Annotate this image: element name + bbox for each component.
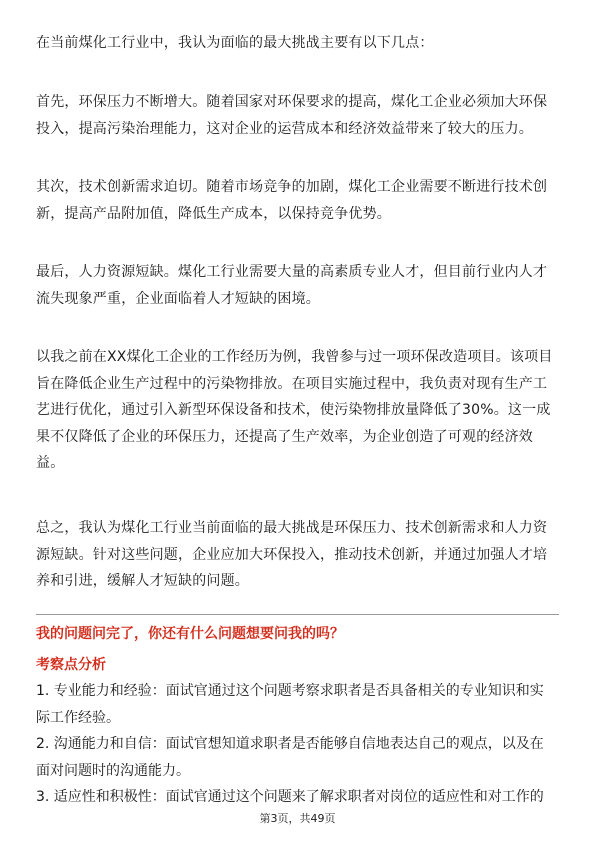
paragraph-third-challenge: [36, 259, 562, 312]
text-line: 首先，环保压力不断增大。随着国家对环保要求的提高，煤化工企业必须加大环保: [36, 94, 548, 110]
text-line: 投入，提高污染治理能力，这对企业的运营成本和经济效益带来了较大的压力。: [36, 120, 533, 137]
paragraph-intro: [36, 30, 562, 57]
text-line: 养和引进，缓解人才短缺的问题。: [36, 573, 249, 589]
text-line: 源短缺。针对这些问题，企业应加大环保投入，推动技术创新，并通过加强人才培: [36, 546, 548, 563]
list-item: 3. 适应性和积极性：面试官通过这个问题来了解求职者对岗位的适应性和对工作的: [36, 789, 544, 805]
text-line: 旨在降低企业生产过程中的污染物排放。在项目实施过程中，我负责对现有生产工: [36, 375, 548, 392]
paragraph-second-challenge: [36, 174, 562, 227]
list-item: 2. 沟通能力和自信：面试官想知道求职者是否能够自信地表达自己的观点，以及在: [36, 736, 544, 752]
text-line: 在当前煤化工行业中，我认为面临的最大挑战主要有以下几点：: [36, 35, 434, 51]
text-line: 其次，技术创新需求迫切。随着市场竞争的加剧，煤化工企业需要不断进行技术创: [36, 179, 548, 195]
closing-question: 我的问题问完了，你还有什么问题想要问我的吗？: [36, 626, 344, 642]
list-item: 面对问题时的沟通能力。: [36, 762, 190, 779]
text-line: 总之，我认为煤化工行业当前面临的最大挑战是环保压力、技术创新需求和人力资: [36, 520, 548, 536]
text-line: 以我之前在XX煤化工企业的工作经历为例，我曾参与过一项环保改造项目。该项目: [36, 349, 553, 365]
paragraph-first-challenge: [36, 89, 562, 142]
text-line: 新，提高产品附加值，降低生产成本，以保持竞争优势。: [36, 205, 391, 222]
text-line: 果不仅降低了企业的环保压力，还提高了生产效率，为企业创造了可观的经济效: [36, 428, 533, 445]
text-line: 最后，人力资源短缺。煤化工行业需要大量的高素质专业人才，但目前行业内人才: [36, 264, 548, 280]
paragraph-summary: [36, 515, 562, 595]
list-item: 际工作经验。: [36, 709, 120, 726]
list-item: 1. 专业能力和经验：面试官通过这个问题考察求职者是否具备相关的专业知识和实: [36, 683, 544, 699]
analysis-points: [36, 678, 562, 811]
text-line: 流失现象严重，企业面临着人才短缺的困境。: [36, 290, 320, 307]
paragraph-experience: [36, 344, 562, 477]
text-line: 艺进行优化，通过引入新型环保设备和技术，使污染物排放量降低了30%。这一成: [36, 402, 551, 418]
analysis-heading: 考察点分析: [36, 657, 106, 673]
section-divider: [36, 614, 559, 615]
page-number: 第3页，共49页: [259, 812, 336, 825]
text-line: 益。: [36, 455, 65, 471]
